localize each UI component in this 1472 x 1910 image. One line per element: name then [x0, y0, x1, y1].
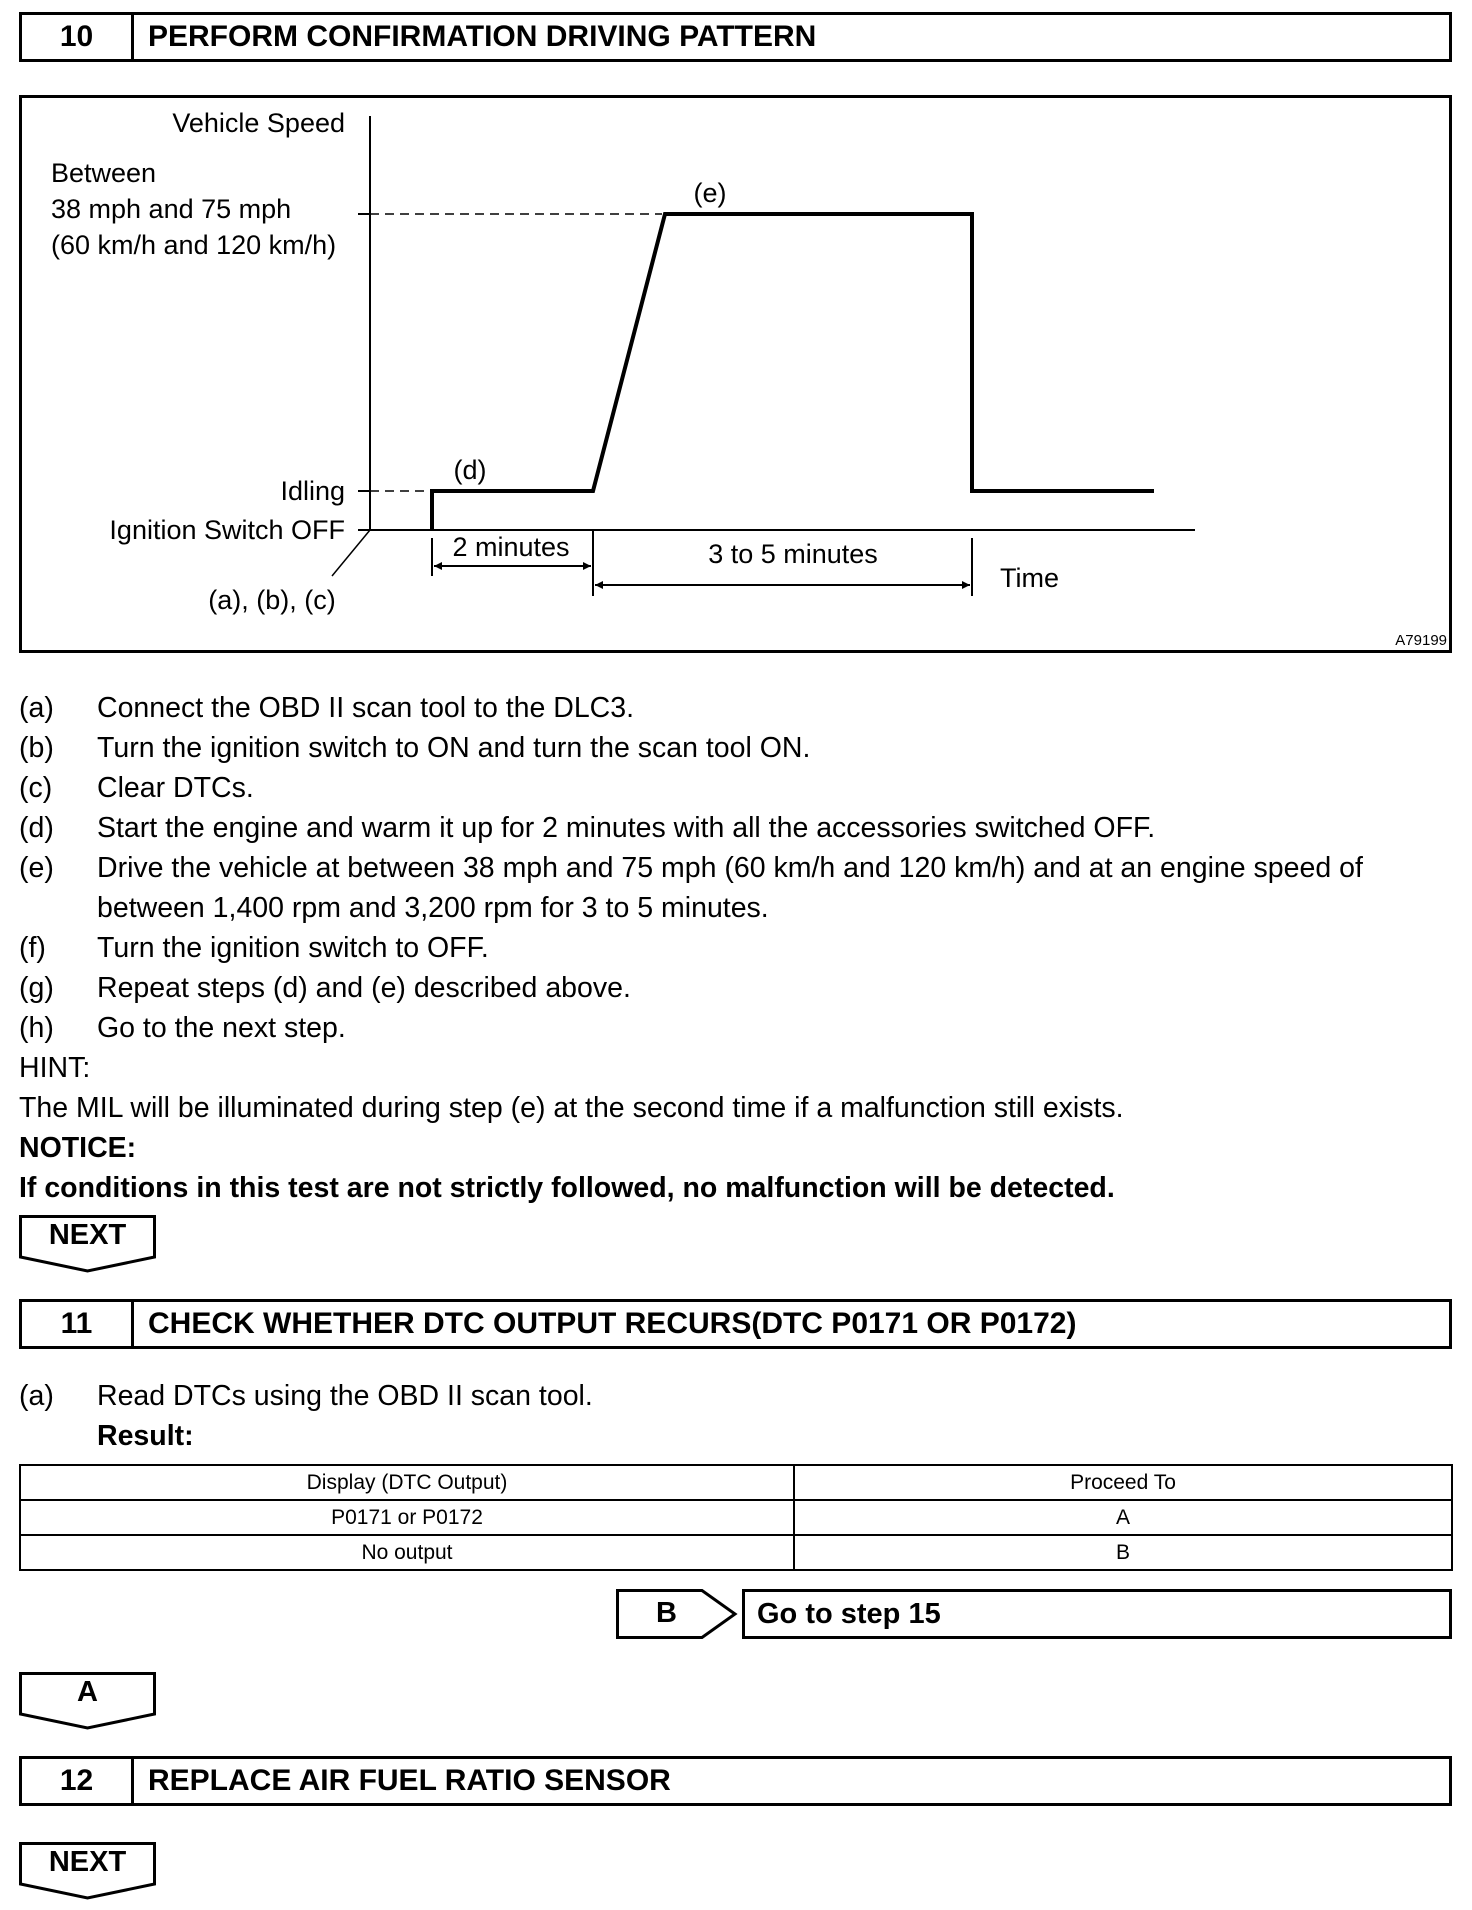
- next-label: NEXT: [48, 1846, 127, 1878]
- step-title: PERFORM CONFIRMATION DRIVING PATTERN: [148, 20, 817, 53]
- branch-b[interactable]: [616, 1589, 1452, 1639]
- a-label: A: [77, 1676, 98, 1708]
- d-label: (d): [453, 455, 487, 485]
- branch-letter: B: [656, 1597, 677, 1629]
- abc-label: (a), (b), (c): [208, 585, 336, 615]
- two-minutes-label: 2 minutes: [452, 532, 570, 562]
- speed-label-line-3: (60 km/h and 120 km/h): [51, 230, 337, 260]
- list-item: (c) Clear DTCs.: [19, 772, 254, 804]
- ignition-label: Ignition Switch OFF: [109, 515, 345, 545]
- list-item: (f) Turn the ignition switch to OFF.: [19, 932, 489, 964]
- a-button[interactable]: [19, 1672, 156, 1732]
- y-axis-label: Vehicle Speed: [172, 108, 345, 138]
- next-button[interactable]: [19, 1842, 156, 1902]
- list-item: (g) Repeat steps (d) and (e) described above.: [19, 972, 631, 1004]
- next-label: NEXT: [48, 1219, 127, 1251]
- hint-text: The MIL will be illuminated during step (e) at the second time if a malfunction still exists.: [19, 1092, 1124, 1124]
- e-label: (e): [693, 178, 727, 208]
- next-button[interactable]: [19, 1215, 156, 1275]
- list-item: (d) Start the engine and warm it up for 2 minutes with all the accessories switched OFF.: [19, 812, 1156, 844]
- step-11-body: [19, 1376, 593, 1456]
- branch-target: Go to step 15: [742, 1589, 1452, 1639]
- three-to-five-label: 3 to 5 minutes: [708, 539, 878, 569]
- column-header: Proceed To: [794, 1465, 1452, 1500]
- speed-pattern-line: [432, 214, 1154, 530]
- list-item: (e) Drive the vehicle at between 38 mph and 75 mph (60 km/h and 120 km/h) and at an engine speed of between 1,400 rpm and 3,200 rpm for 3 to 5 minutes.: [19, 852, 1363, 924]
- time-label: Time: [1000, 563, 1059, 593]
- result-heading: Result:: [97, 1420, 194, 1452]
- list-item: (a) Read DTCs using the OBD II scan tool.: [19, 1380, 593, 1412]
- table-row: [20, 1500, 1452, 1535]
- step-title: REPLACE AIR FUEL RATIO SENSOR: [148, 1764, 671, 1797]
- idling-label: Idling: [280, 476, 345, 506]
- step-title: CHECK WHETHER DTC OUTPUT RECURS(DTC P0171 OR P0172): [148, 1307, 1077, 1340]
- step-number: 10: [22, 15, 134, 59]
- speed-label-line-2: 38 mph and 75 mph: [51, 194, 292, 224]
- table-header-row: [20, 1465, 1452, 1500]
- table-cell: A: [794, 1500, 1452, 1535]
- branch-arrow-shape: [616, 1589, 742, 1639]
- notice-heading: NOTICE:: [19, 1132, 137, 1164]
- driving-pattern-diagram: [22, 98, 1455, 656]
- speed-label-line-1: Between: [51, 158, 157, 188]
- table-cell: No output: [20, 1535, 794, 1570]
- list-item: (a) Connect the OBD II scan tool to the DLC3.: [19, 692, 635, 724]
- list-item: (b) Turn the ignition switch to ON and turn the scan tool ON.: [19, 732, 811, 764]
- figure-id: A79199: [1395, 632, 1447, 649]
- column-header: Display (DTC Output): [20, 1465, 794, 1500]
- table-row: [20, 1535, 1452, 1570]
- step-11-header: [19, 1299, 1452, 1349]
- notice-text: If conditions in this test are not strictly followed, no malfunction will be detected.: [19, 1172, 1115, 1204]
- step-10-header: [19, 12, 1452, 62]
- procedure-list: [19, 688, 1459, 1208]
- step-12-header: [19, 1756, 1452, 1806]
- step-number: 12: [22, 1759, 134, 1803]
- table-cell: P0171 or P0172: [20, 1500, 794, 1535]
- driving-pattern-figure: [19, 95, 1452, 653]
- table-cell: B: [794, 1535, 1452, 1570]
- hint-heading: HINT:: [19, 1052, 91, 1084]
- list-item: (h) Go to the next step.: [19, 1012, 346, 1044]
- step-number: 11: [22, 1302, 134, 1346]
- result-table: [19, 1464, 1453, 1571]
